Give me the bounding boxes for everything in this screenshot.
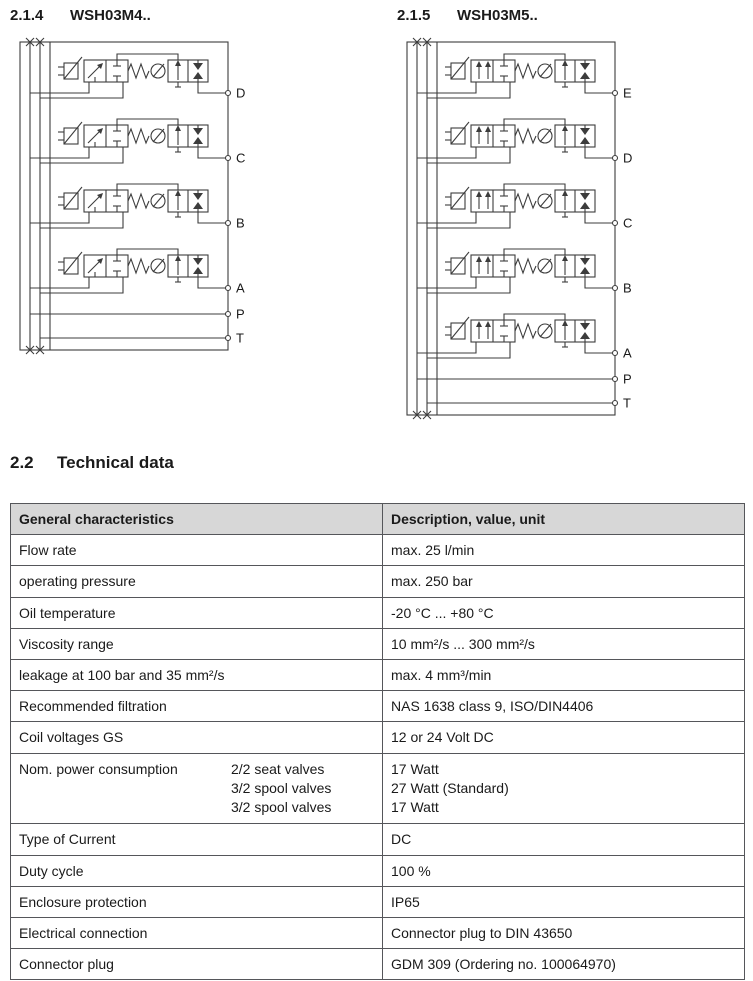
header-description-value-unit: Description, value, unit (383, 504, 745, 535)
characteristic-cell (11, 753, 383, 824)
table-row (11, 753, 745, 824)
section-title: Technical data (57, 453, 174, 472)
port-label: C (236, 150, 246, 166)
characteristic-cell: Flow rate (11, 535, 383, 566)
table-row (11, 824, 745, 855)
value-cell: DC (383, 824, 745, 855)
value-cell: -20 °C ... +80 °C (383, 597, 745, 628)
port-label: P (236, 306, 245, 322)
value-cell: 12 or 24 Volt DC (383, 722, 745, 753)
characteristic-cell: operating pressure (11, 566, 383, 597)
value-cell (383, 753, 745, 824)
value-cell: max. 25 l/min (383, 535, 745, 566)
table-row (11, 566, 745, 597)
valve-symbol (58, 184, 208, 219)
port-label: C (623, 215, 633, 231)
table-row (11, 949, 745, 980)
section-title: WSH03M5.. (457, 7, 538, 24)
table-row (11, 722, 745, 753)
port-label: B (623, 280, 632, 296)
valve-symbol (445, 119, 595, 154)
valve-symbol (58, 119, 208, 154)
table-row (11, 855, 745, 886)
value-line: 17 Watt (391, 799, 439, 816)
characteristic-cell: Enclosure protection (11, 886, 383, 917)
characteristic-cell: Duty cycle (11, 855, 383, 886)
value-cell: GDM 309 (Ordering no. 100064970) (383, 949, 745, 980)
section-number: 2.2 (10, 453, 34, 472)
port-label: T (236, 330, 244, 346)
section-number: 2.1.5 (397, 7, 431, 24)
characteristic-sublabel: 2/2 seat valves (231, 760, 325, 777)
valve-symbol (445, 314, 595, 349)
value-cell: IP65 (383, 886, 745, 917)
port-label: T (623, 395, 631, 411)
value-cell: Connector plug to DIN 43650 (383, 918, 745, 949)
section-heading-215 (397, 7, 538, 24)
table-row (11, 691, 745, 722)
value-cell: NAS 1638 class 9, ISO/DIN4406 (383, 691, 745, 722)
section-heading-214 (10, 7, 151, 24)
characteristic-cell: leakage at 100 bar and 35 mm²/s (11, 659, 383, 690)
hydraulic-schematic-wsh03m4 (8, 28, 388, 373)
port-label: D (236, 85, 246, 101)
section-number: 2.1.4 (10, 7, 44, 24)
port-label: P (623, 371, 632, 387)
table-row (11, 918, 745, 949)
section-heading-technical-data (10, 453, 174, 473)
characteristic-cell: Coil voltages GS (11, 722, 383, 753)
table-header (11, 504, 745, 535)
characteristic-cell: Electrical connection (11, 918, 383, 949)
port-label: A (236, 280, 245, 296)
port-label: E (623, 85, 632, 101)
value-cell: 10 mm²/s ... 300 mm²/s (383, 628, 745, 659)
value-cell: max. 250 bar (383, 566, 745, 597)
characteristic-cell: Type of Current (11, 824, 383, 855)
technical-data-table (10, 503, 745, 980)
characteristic-cell: Oil temperature (11, 597, 383, 628)
characteristic-cell: Connector plug (11, 949, 383, 980)
valve-symbol (58, 249, 208, 284)
valve-symbol (445, 249, 595, 284)
characteristic-sublabels (231, 760, 331, 818)
characteristic-sublabel: 3/2 spool valves (231, 779, 332, 796)
characteristic-cell: Recommended filtration (11, 691, 383, 722)
value-cell: 100 % (383, 855, 745, 886)
characteristic-label: Nom. power consumption (19, 760, 178, 777)
value-line: 27 Watt (Standard) (391, 779, 509, 796)
table-row (11, 886, 745, 917)
port-label: A (623, 345, 632, 361)
characteristic-cell: Viscosity range (11, 628, 383, 659)
valve-symbol (58, 54, 208, 89)
table-row (11, 628, 745, 659)
port-label: B (236, 215, 245, 231)
value-cell: max. 4 mm³/min (383, 659, 745, 690)
section-title: WSH03M4.. (70, 7, 151, 24)
header-general-characteristics: General characteristics (11, 504, 383, 535)
table-row (11, 597, 745, 628)
table-row (11, 659, 745, 690)
port-label: D (623, 150, 633, 166)
hydraulic-schematic-wsh03m5 (395, 28, 753, 432)
value-line: 17 Watt (391, 760, 439, 777)
table-row (11, 535, 745, 566)
valve-symbol (445, 184, 595, 219)
valve-symbol (445, 54, 595, 89)
characteristic-sublabel: 3/2 spool valves (231, 799, 332, 816)
